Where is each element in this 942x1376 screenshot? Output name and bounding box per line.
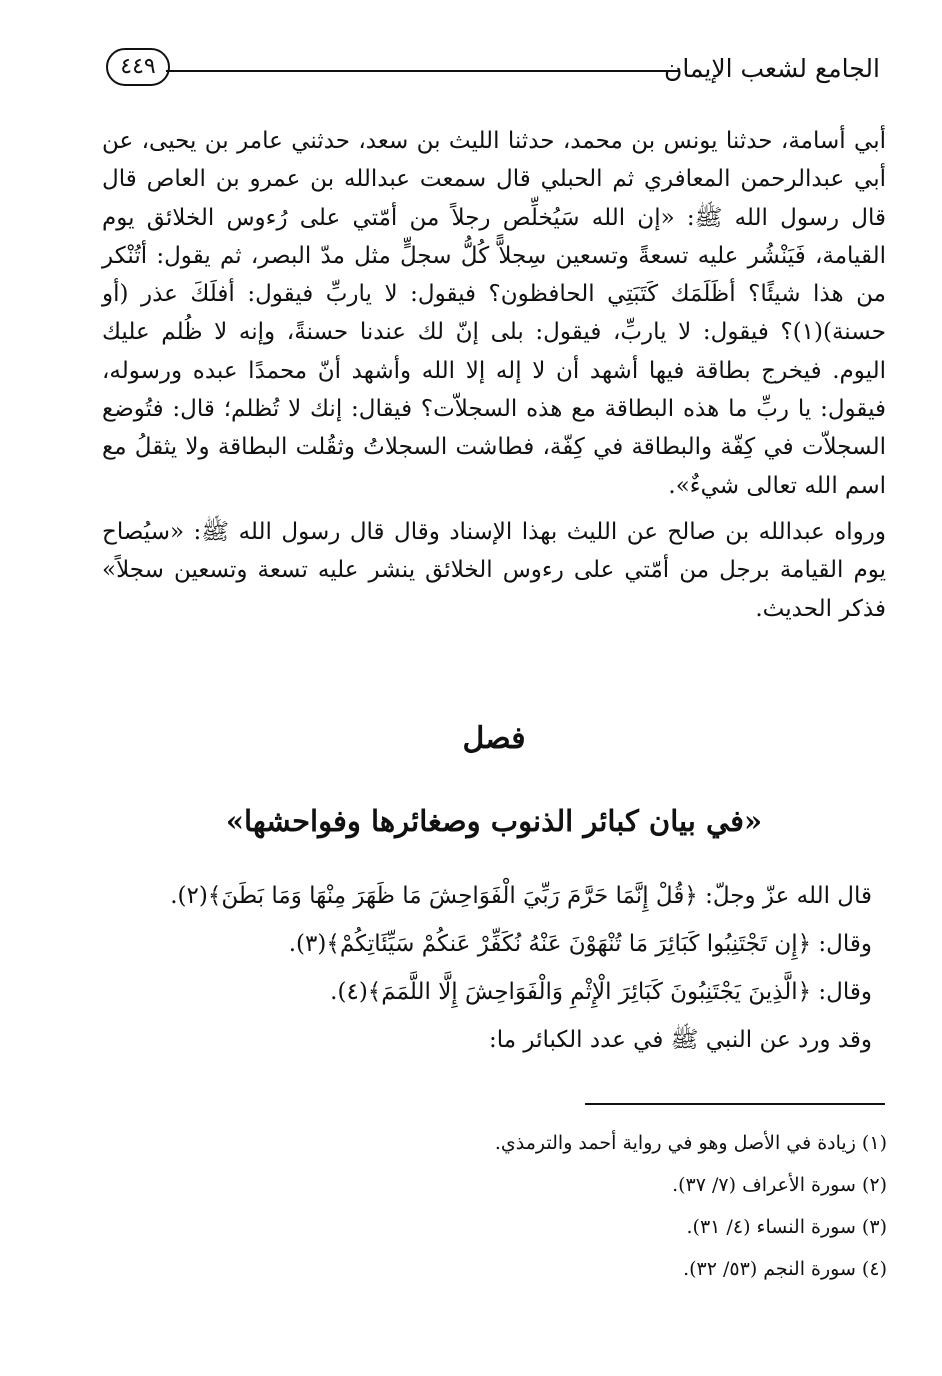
- section-subtitle: «في بيان كبائر الذنوب وصغائرها وفواحشها»: [225, 804, 763, 838]
- footnote-divider: [585, 1103, 885, 1105]
- verse-line: وقال: ﴿الَّذِينَ يَجْتَنِبُونَ كَبَائِرَ الْإِثْمِ وَالْفَوَاحِشَ إِلَّا اللَّمَمَ﴾(٤).: [330, 979, 872, 1005]
- narration-paragraph: ورواه عبدالله بن صالح عن الليث بهذا الإسناد وقال قال رسول الله ﷺ: «سيُصاح يوم القيامة برجل من أمّتي على رءوس الخلائق ينشر عليه تسعة وتسعين سجلاً» فذكر الحديث.: [102, 518, 886, 622]
- page-number: ٤٤٩: [106, 48, 170, 86]
- book-title: الجامع لشعب الإيمان: [663, 54, 880, 83]
- footnote-item: (٣) سورة النساء (٤/ ٣١).: [686, 1216, 887, 1238]
- header-rule: [166, 70, 680, 72]
- main-text: [102, 122, 886, 628]
- footnotes: [102, 1122, 887, 1290]
- hadith-paragraph: أبي أسامة، حدثنا يونس بن محمد، حدثنا الليث بن سعد، حدثني عامر بن يحيى، عن أبي عبدالرحمن المعافري ثم الحبلي قال سمعت عبدالله بن عمرو بن العاص قال قال رسول الله ﷺ: «إن الله سَيُخلِّص رجلاً من أمّتي على رُءوس الخلائق يوم القيامة، فَيَنْشُر عليه تسعةً وتسعين سِجلاًّ كُلُّ سجلٍّ مثل مدّ البصر، ثم يقول: أتُنْكر من هذا شيئًا؟ أظَلَمَك كَتَبَتِي الحافظون؟ فيقول: لا ياربِّ فيقول: أفلَكَ عذر (أو حسنة)(١)؟ فيقول: لا ياربِّ، فيقول: بلى إنّ لك عندنا حسنةً، وإنه لا ظُلم عليك اليوم. فيخرج بطاقة فيها أشهد أن لا إله إلا الله وأشهد أنّ محمدًا عبده ورسوله، فيقول: يا ربِّ ما هذه البطاقة مع هذه السجلاّت؟ فيقال: إنك لا تُظلم؛ قال: فتُوضع السجلاّت في كِفّة والبطاقة في كِفّة، فطاشت السجلاتُ وثقُلت البطاقة ولا يثقلُ مع اسم الله تعالى شيءٌ».: [102, 128, 886, 499]
- footnote-item: (١) زيادة في الأصل وهو في رواية أحمد والترمذي.: [494, 1132, 887, 1154]
- section-title: فصل: [462, 721, 526, 756]
- running-header: [100, 46, 880, 96]
- footnote-item: (٢) سورة الأعراف (٧/ ٣٧).: [672, 1174, 887, 1196]
- intro-line: وقد ورد عن النبي ﷺ في عدد الكبائر ما:: [488, 1027, 872, 1053]
- footnote-item: (٤) سورة النجم (٥٣/ ٣٢).: [683, 1258, 887, 1280]
- verse-line: وقال: ﴿إِن تَجْتَنِبُوا كَبَائِرَ مَا تُنْهَوْنَ عَنْهُ نُكَفِّرْ عَنكُمْ سَيِّئَاتِكُمْ﴾(٣).: [288, 931, 872, 957]
- verses-block: [102, 872, 872, 1064]
- verse-line: قال الله عزّ وجلّ: ﴿قُلْ إِنَّمَا حَرَّمَ رَبِّيَ الْفَوَاحِشَ مَا ظَهَرَ مِنْهَا وَمَا بَطَنَ﴾(٢).: [170, 883, 872, 909]
